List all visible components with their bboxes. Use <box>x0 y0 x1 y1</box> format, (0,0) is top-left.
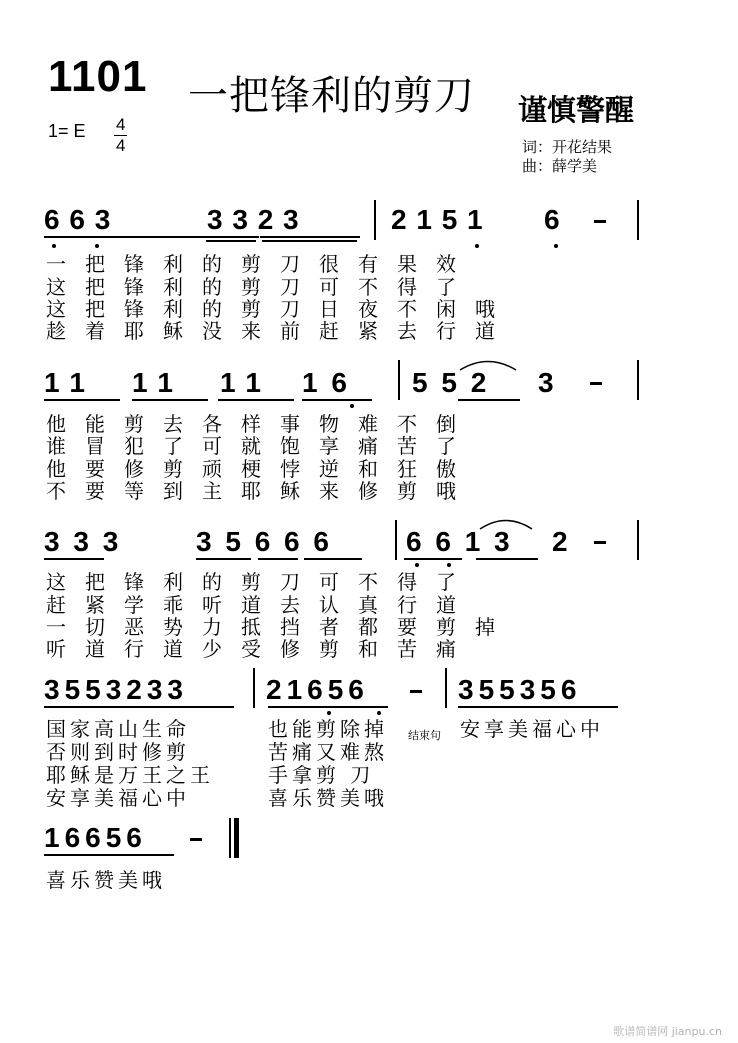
barline <box>229 818 231 858</box>
final-barline <box>234 818 239 858</box>
low-dot <box>475 244 479 248</box>
song-title: 一把锋利的剪刀 <box>188 73 475 119</box>
lyric-r4-l1b: 也能剪除掉 <box>268 717 388 741</box>
barline <box>445 668 447 708</box>
underline <box>258 558 298 560</box>
lyric-r4-l2a: 否则到时修剪 <box>46 740 190 764</box>
dash-r1 <box>594 220 606 223</box>
notes-r1-g3: 2 1 5 1 <box>391 204 483 235</box>
lyric-r1-l1: 一把锋利的剪刀很有果效 <box>46 252 475 276</box>
lyric-r4-l4b: 喜乐赞美哦 <box>268 786 388 810</box>
underline <box>196 558 251 560</box>
lyric-r4-l4a: 安享美福心中 <box>46 786 190 810</box>
lyric-r2-l1: 他能剪去各样事物难不倒 <box>46 412 475 436</box>
notes-r4-g1: 3553233 <box>44 674 189 705</box>
dash-r3 <box>594 541 606 544</box>
lyric-r3-l4: 听道行道少受修剪和苦痛 <box>46 637 475 661</box>
underline <box>404 558 462 560</box>
underline <box>302 399 372 401</box>
low-dot <box>95 244 99 248</box>
lyric-r4-l3a: 耶稣是万王之王 <box>46 763 214 787</box>
notes-r3-g2: 3 5 6 6 6 <box>196 526 329 557</box>
lyric-r4-l3b: 手拿剪 刀 <box>268 763 375 787</box>
underline <box>206 240 256 242</box>
barline <box>395 520 397 560</box>
underline <box>458 706 618 708</box>
notes-r5-g1: 16656 <box>44 822 147 853</box>
underline <box>44 706 234 708</box>
time-signature-bottom: 4 <box>116 136 126 155</box>
notes-r1-g1: 6 6 3 <box>44 204 111 235</box>
underline <box>44 399 120 401</box>
dash-r2 <box>590 382 602 385</box>
notes-r4-g3: 355356 <box>458 674 582 705</box>
underline <box>44 236 259 238</box>
lyric-r3-l3: 一切恶势力抵挡者都要剪掉 <box>46 615 514 639</box>
barline <box>253 668 255 708</box>
underline <box>268 706 388 708</box>
notes-r3-g4: 2 <box>552 526 568 557</box>
ending-lyric: 安享美福心中 <box>460 717 604 741</box>
lyric-r1-l3: 这把锋利的剪刀日夜不闲哦 <box>46 297 514 321</box>
notes-r1-g4: 6 <box>544 204 560 235</box>
notes-r3-g3: 6 6 1 3 <box>406 526 510 557</box>
dash-r5 <box>190 838 202 841</box>
lyric-r4-l2b: 苦痛又难熬 <box>268 740 388 764</box>
lyric-r3-l1: 这把锋利的剪刀可不得了 <box>46 570 475 594</box>
slur-r2 <box>458 357 518 371</box>
low-dot <box>415 563 419 567</box>
low-dot <box>327 711 331 715</box>
lyric-r2-l2: 谁冒犯了可就饱享痛苦了 <box>46 434 475 458</box>
watermark: 歌谱简谱网 jianpu.cn <box>613 1025 722 1038</box>
notes-r2-g2: 1 1 <box>132 367 173 398</box>
song-number: 1101 <box>48 52 148 101</box>
notes-r2-g6: 3 <box>538 367 554 398</box>
key-signature: 1= E <box>48 121 86 141</box>
underline <box>304 558 362 560</box>
dash-r4 <box>410 690 422 693</box>
composer: 曲：薛学美 <box>522 157 598 175</box>
barline <box>374 200 376 240</box>
notes-r4-g2: 21656 <box>266 674 369 705</box>
lyric-r3-l2: 赶紧学乖听道去认真行道 <box>46 593 475 617</box>
underline <box>262 240 357 242</box>
underline <box>458 399 520 401</box>
underline <box>476 558 538 560</box>
low-dot <box>52 244 56 248</box>
notes-r2-g1: 1 1 <box>44 367 85 398</box>
lyricist: 词：开花结果 <box>522 138 613 156</box>
barline <box>637 520 639 560</box>
low-dot <box>447 563 451 567</box>
slur-r3 <box>478 516 534 530</box>
low-dot <box>377 711 381 715</box>
underline <box>44 558 104 560</box>
low-dot <box>554 244 558 248</box>
notes-r3-g1: 3 3 3 <box>44 526 119 557</box>
underline <box>132 399 208 401</box>
barline <box>398 360 400 400</box>
notes-r1-g2: 3 3 2 3 <box>207 204 299 235</box>
notes-r2-g3: 1 1 <box>220 367 261 398</box>
underline <box>260 236 360 238</box>
low-dot <box>350 404 354 408</box>
barline <box>637 200 639 240</box>
notes-r2-g4: 1 6 <box>302 367 347 398</box>
barline <box>637 360 639 400</box>
lyric-r2-l4: 不要等到主耶稣来修剪哦 <box>46 479 475 503</box>
lyric-r1-l4: 趁着耶稣没来前赶紧去行道 <box>46 319 514 343</box>
lyric-r4-l1a: 国家高山生命 <box>46 717 190 741</box>
song-subtitle: 谨慎警醒 <box>518 93 635 127</box>
underline <box>218 399 294 401</box>
lyric-r5-l1: 喜乐赞美哦 <box>46 868 166 892</box>
ending-label: 结束句 <box>408 729 441 742</box>
lyric-r1-l2: 这把锋利的剪刀可不得了 <box>46 275 475 299</box>
notes-r2-g5: 5 5 2 <box>412 367 487 398</box>
underline <box>44 854 174 856</box>
lyric-r2-l3: 他要修剪顽梗悖逆和狂傲 <box>46 457 475 481</box>
time-signature-top: 4 <box>116 115 126 134</box>
